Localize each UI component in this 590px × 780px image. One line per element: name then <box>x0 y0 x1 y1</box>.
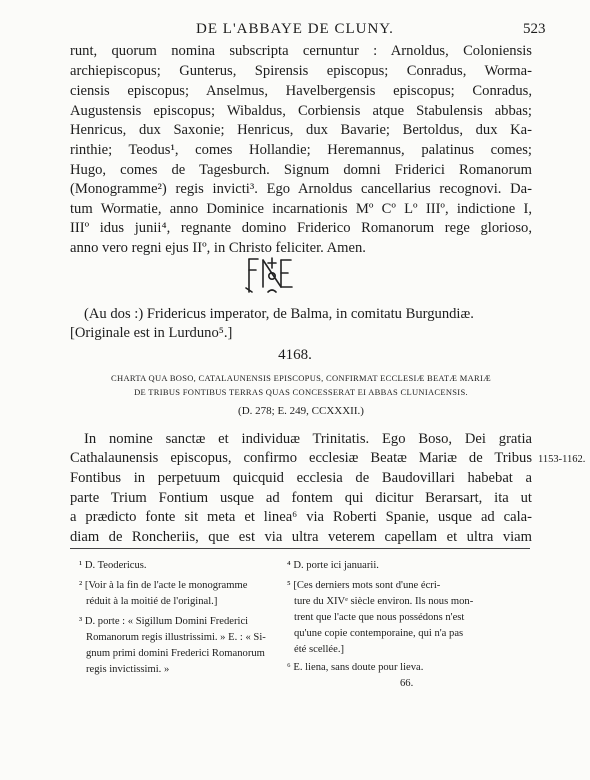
charter-caption: CHARTA QUA BOSO, CATALAUNENSIS EPISCOPUS, CONFIRMAT ECCLESIÆ BEATÆ MARIÆ <box>111 373 491 383</box>
footnote-continuation: regis invictissimi. » <box>86 664 170 675</box>
page-number: 523 <box>523 21 546 37</box>
endorsement-line: (Au dos :) Fridericus imperator, de Balma, in comitatu Burgundiæ. <box>84 306 474 322</box>
text-line: In nomine sanctæ et individuæ Trinitatis. Ego Boso, Dei gratia <box>84 431 532 447</box>
text-line: runt, quorum nomina subscripta cernuntur : Arnoldus, Coloniensis <box>70 43 532 59</box>
text-line: (Monogramme²) regis invicti³. Ego Arnoldus cancellarius recognovi. Da- <box>70 181 532 197</box>
charter-caption: DE TRIBUS FONTIBUS TERRAS QUAS CONCESSERAT EI ABBAS CLUNIACENSIS. <box>134 387 468 397</box>
text-line: diam de Roncheriis, que est via ultra veterem capellam et ultra viam <box>70 529 532 545</box>
footnote-divider <box>70 548 530 549</box>
imperial-monogram-icon <box>243 256 295 296</box>
footnote-continuation: gnum primi domini Frederici Romanorum <box>86 648 265 659</box>
text-line: Henricus, dux Saxonie; Henricus, dux Bavarie; Bertoldus, dux Ka- <box>70 122 532 138</box>
text-line: IIIº idus junii⁴, regnante domino Friderico Romanorum rege glorioso, <box>70 220 532 236</box>
printer-signature-mark: 66. <box>400 678 414 689</box>
text-line: parte Trium Fontium usque ad fontem qui dicitur Berarsart, ita ut <box>70 490 532 506</box>
footnote: ¹ D. Teodericus. <box>79 560 147 571</box>
margin-date: 1153-1162. <box>538 454 586 465</box>
footnote-continuation: ture du XIVᵉ siècle environ. Ils nous mon- <box>294 596 474 607</box>
footnote: ³ D. porte : « Sigillum Domini Frederici <box>79 616 249 627</box>
charter-references: (D. 278; E. 249, CCXXXII.) <box>238 405 364 417</box>
text-line: tum Wormatie, anno Dominice incarnationis Mº Cº Lº IIIº, indictione I, <box>70 201 532 217</box>
footnote-continuation: été scellée.] <box>294 644 344 655</box>
footnote: ⁶ E. liena, sans doute pour lieva. <box>287 662 424 673</box>
text-line: ciensis episcopus; Anselmus, Havelbergensis episcopus; Conradus, <box>70 83 532 99</box>
footnote: ² [Voir à la fin de l'acte le monogramme <box>79 580 248 591</box>
text-line: anno vero regni ejus IIº, in Christo feliciter. Amen. <box>70 240 366 256</box>
text-line: Hugo, comes de Tagesburch. Signum domni Friderici Romanorum <box>70 162 532 178</box>
footnote-continuation: réduit à la moitié de l'original.] <box>86 596 218 607</box>
text-line: a prædicto fonte sit meta et linea⁶ via Roberti Spanie, usque ad cala- <box>70 509 532 525</box>
charter-number: 4168. <box>278 347 312 363</box>
footnote-continuation: trent que l'acte que nous possédons n'est <box>294 612 465 623</box>
footnote-continuation: Romanorum regis illustrissimi. » E. : « Si- <box>86 632 266 643</box>
footnote: ⁴ D. porte ici januarii. <box>287 560 379 571</box>
text-line: archiepiscopus; Gunterus, Spirensis episcopus; Conradus, Worma- <box>70 63 532 79</box>
running-header-title: DE L'ABBAYE DE CLUNY. <box>196 21 394 37</box>
text-line: Cathalaunensis episcopus, confirmo ecclesiæ Beatæ Mariæ de Tribus <box>70 450 532 466</box>
footnote-continuation: qu'une copie contemporaine, qui n'a pas <box>294 628 464 639</box>
text-line: Fontibus in perpetuum quicquid ecclesia de Baudovillari habebat a <box>70 470 532 486</box>
text-line: rinthie; Teodus¹, comes Hollandie; Heremannus, palatinus comes; <box>70 142 532 158</box>
endorsement-line: [Originale est in Lurduno⁵.] <box>70 325 233 341</box>
footnote: ⁵ [Ces derniers mots sont d'une écri- <box>287 580 441 591</box>
text-line: Augustensis episcopus; Wibaldus, Corbiensis atque Stabulensis abbas; <box>70 103 532 119</box>
